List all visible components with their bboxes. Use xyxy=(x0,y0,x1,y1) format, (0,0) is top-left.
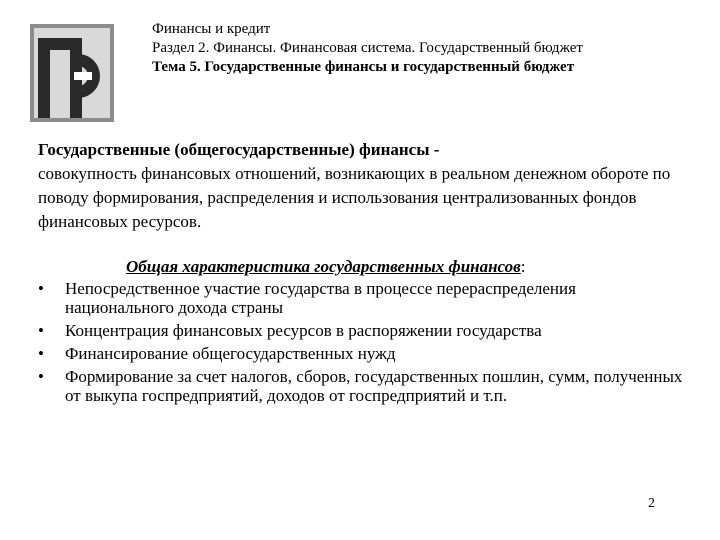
list-item xyxy=(38,321,688,340)
characteristics-list xyxy=(38,279,688,409)
list-item-text: Непосредственное участие государства в процессе перераспределения национального дохода страны xyxy=(65,279,576,317)
list-item-text: Концентрация финансовых ресурсов в распоряжении государства xyxy=(65,321,542,340)
characteristics-title-colon: : xyxy=(520,257,526,276)
characteristics-title: Общая характеристика государственных финансов xyxy=(126,257,521,276)
slide-header xyxy=(152,20,672,77)
definition-text: совокупность финансовых отношений, возникающих в реальном денежном обороте по поводу формирования, распределения и использования централизованных фондов финансовых ресурсов. xyxy=(38,164,671,231)
list-item-text: Формирование за счет налогов, сборов, государственных пошлин, сумм, полученных от выкупа госпредприятий, доходов от госпредприятий и т.п. xyxy=(65,367,683,405)
list-item xyxy=(38,279,688,317)
publisher-logo-icon xyxy=(30,24,114,122)
page-number: 2 xyxy=(648,496,655,511)
course-title: Финансы и кредит xyxy=(152,21,271,37)
bullet-icon: • xyxy=(38,367,44,386)
list-item xyxy=(38,344,688,363)
section-title: Раздел 2. Финансы. Финансовая система. Государственный бюджет xyxy=(152,40,583,56)
bullet-icon: • xyxy=(38,279,44,298)
characteristics-heading xyxy=(126,256,686,278)
bullet-icon: • xyxy=(38,344,44,363)
bullet-icon: • xyxy=(38,321,44,340)
list-item-text: Финансирование общегосударственных нужд xyxy=(65,344,396,363)
list-item xyxy=(38,367,688,405)
definition-term: Государственные (общегосударственные) финансы - xyxy=(38,140,440,159)
definition-paragraph xyxy=(38,138,678,234)
topic-title: Тема 5. Государственные финансы и государственный бюджет xyxy=(152,59,575,75)
